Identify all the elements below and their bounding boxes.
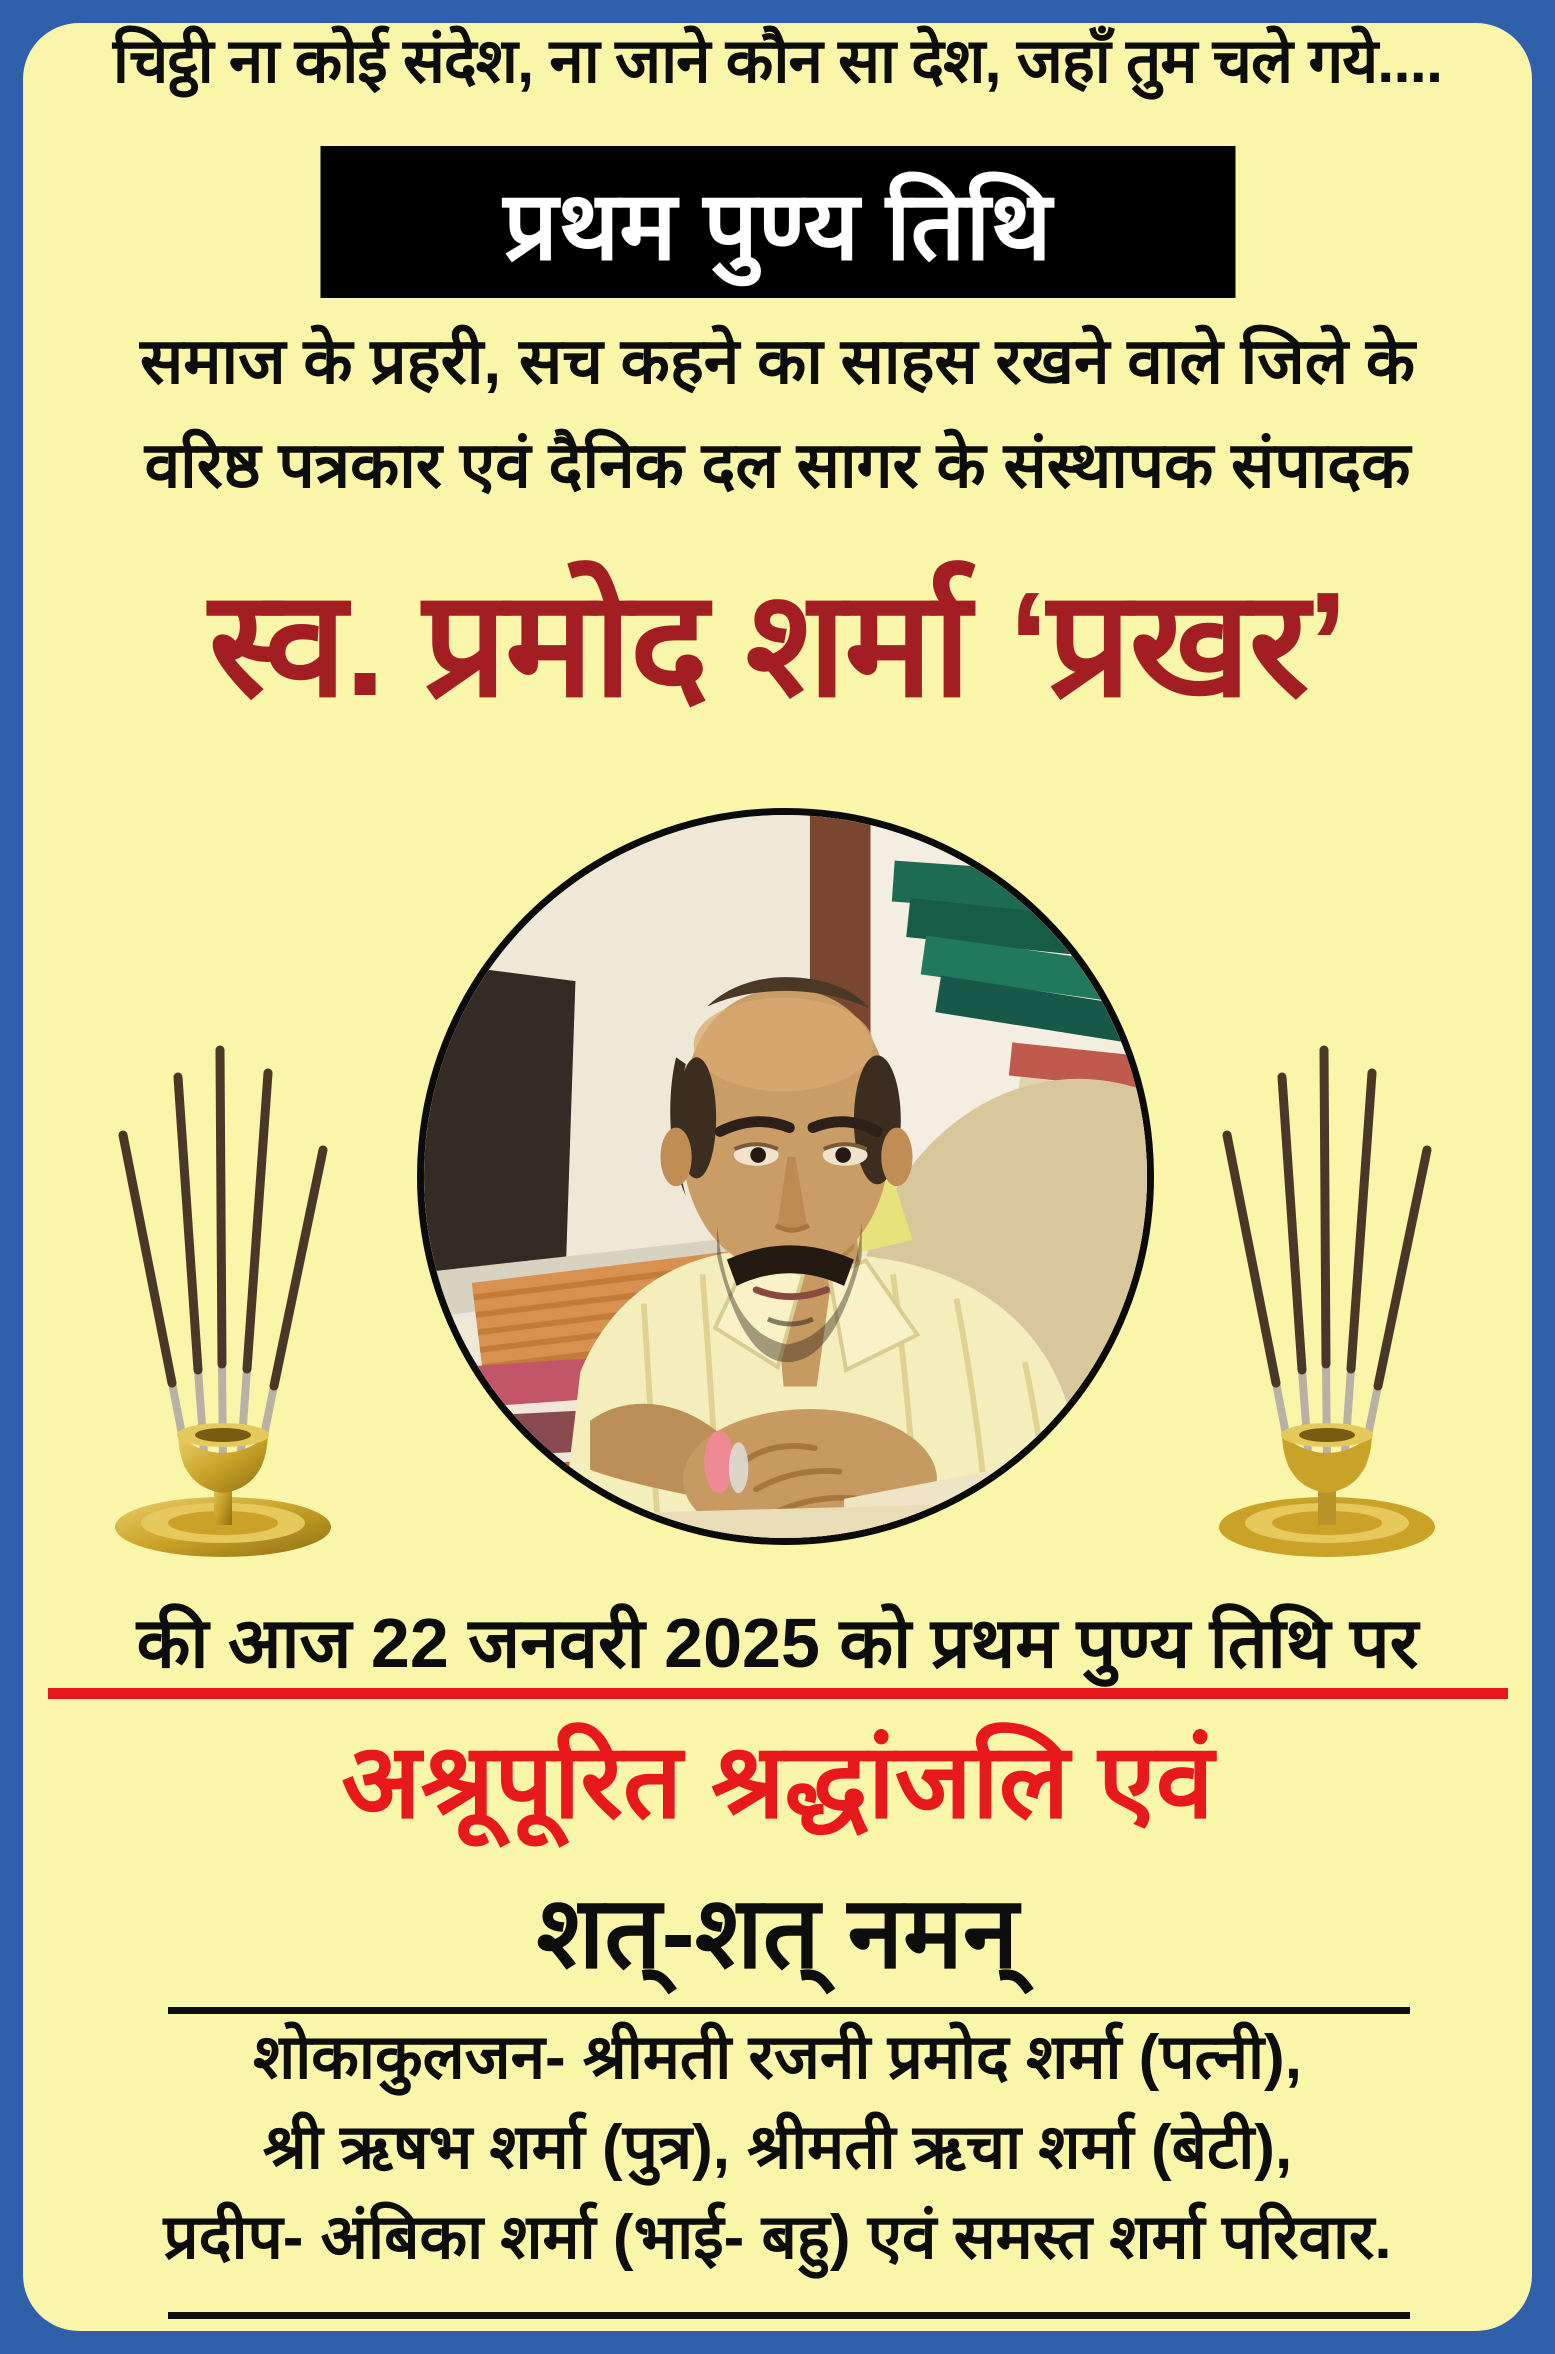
incense-stand-icon	[68, 1035, 378, 1570]
quote-line-text: चिट्ठी ना कोई संदेश, ना जाने कौन सा देश, जहाँ तुम चले गये....	[112, 27, 1443, 96]
divider-rule-bottom	[168, 2312, 1410, 2319]
portrait-illustration	[424, 815, 1147, 1538]
date-line	[40, 1596, 1515, 1691]
deceased-name	[40, 545, 1515, 745]
mourners-line-3	[40, 2196, 1515, 2280]
intro-line-2	[40, 422, 1515, 508]
red-underline-rule	[48, 1688, 1508, 1699]
intro-line-1	[40, 318, 1515, 404]
quote-line	[40, 20, 1515, 104]
deceased-name-text: स्व. प्रमोद शर्मा ‘प्रखर’	[208, 562, 1347, 727]
portrait-photo	[417, 808, 1154, 1545]
date-line-text: की आज 22 जनवरी 2025 को प्रथम पुण्य तिथि पर	[136, 1604, 1419, 1682]
tribute-line-1	[40, 1712, 1515, 1852]
mourners-line-1-text: शोकाकुलजन- श्रीमती रजनी प्रमोद शर्मा (पत्नी),	[253, 2023, 1302, 2092]
intro-line-1-text: समाज के प्रहरी, सच कहने का साहस रखने वाले जिले के	[139, 325, 1416, 397]
incense-stand-right-graphic	[1172, 1035, 1482, 1575]
tribute-line-2-text: शत्-शत् नमन्	[536, 1877, 1019, 1989]
incense-stand-left-graphic	[68, 1035, 378, 1575]
intro-line-2-text: वरिष्ठ पत्रकार एवं दैनिक दल सागर के संस्थापक संपादक	[144, 429, 1411, 501]
divider-rule-top	[168, 2007, 1410, 2014]
mourners-line-2	[40, 2106, 1515, 2190]
tribute-line-1-text: अश्रूपूरित श्रद्धांजलि एवं	[341, 1724, 1214, 1840]
mourners-line-2-text: श्री ऋषभ शर्मा (पुत्र), श्रीमती ऋचा शर्मा (बेटी),	[262, 2113, 1293, 2182]
mourners-line-3-text: प्रदीप- अंबिका शर्मा (भाई- बहु) एवं समस्त शर्मा परिवार.	[163, 2203, 1392, 2272]
tribute-line-2	[40, 1866, 1515, 2001]
incense-stand-icon	[1172, 1035, 1482, 1570]
banner	[320, 146, 1235, 298]
mourners-line-1	[40, 2016, 1515, 2100]
banner-title: प्रथम पुण्य तिथि	[503, 172, 1052, 280]
